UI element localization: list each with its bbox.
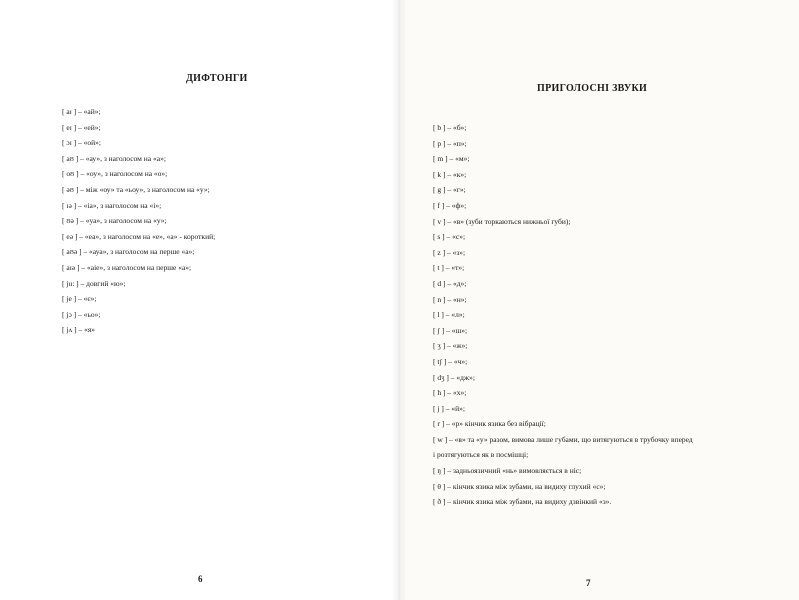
- diphthong-line: [ oʊ ] – «оу», з наголосом на «о»;: [62, 169, 168, 179]
- right-page-number: 7: [586, 578, 591, 588]
- diphthong-line: [ aʊə ] – «ауа», з наголосом на перше «а»;: [62, 247, 195, 257]
- diphthong-line: [ eə ] – «еа», з наголосом на «е», «а» - короткий;: [62, 231, 216, 241]
- consonant-line: [ tʃ ] – «ч»;: [433, 356, 468, 366]
- diphthong-line: [ je ] – «є»;: [62, 294, 97, 304]
- diphthong-line: [ ɔɪ ] – «ой»;: [62, 138, 102, 148]
- left-page: [0, 0, 399, 600]
- diphthong-line: [ aʊ ] – «ау», з наголосом на «а»;: [62, 153, 166, 163]
- consonant-line: [ k ] – «к»;: [433, 169, 467, 179]
- consonant-line: [ s ] – «с»;: [433, 232, 466, 242]
- consonant-line: [ t ] – «т»;: [433, 263, 465, 273]
- consonant-line: [ ʒ ] – «ж»;: [433, 341, 468, 351]
- right-page-title: ПРИГОЛОСНІ ЗВУКИ: [537, 83, 648, 94]
- consonant-line: [ r ] – «р» кінчик язика без вібрації;: [433, 419, 546, 429]
- diphthong-list: [62, 104, 215, 338]
- consonant-line: [ z ] – «з»;: [433, 247, 466, 257]
- diphthong-line: [ jʌ ] – «я»: [62, 325, 96, 335]
- consonant-line-continued: і розтягуються як в посмішці;: [433, 450, 529, 460]
- diphthong-line: [ aɪ ] – «ай»;: [62, 107, 101, 116]
- consonant-line: [ d ] – «д»;: [433, 278, 467, 288]
- diphthong-line: [ ɪə ] – «іа», з наголосом на «і»;: [62, 200, 162, 210]
- consonant-line: [ g ] – «г»;: [433, 185, 466, 195]
- consonant-line: [ v ] – «в» (зуби торкаються нижньої губи);: [433, 216, 571, 226]
- consonant-line: [ j ] – «й»;: [433, 403, 465, 413]
- consonant-line: [ h ] – «х»;: [433, 388, 467, 398]
- consonant-line: [ w ] – «в» та «у» разом, вимова лише губами, що витягуються в трубочку вперед: [433, 434, 693, 444]
- consonant-list: [433, 120, 693, 510]
- right-page: [399, 0, 799, 600]
- consonant-line: [ f ] – «ф»;: [433, 200, 467, 210]
- left-page-number: 6: [198, 574, 203, 584]
- diphthong-line: [ jɔ ] – «ьо»;: [62, 309, 101, 319]
- book-gutter: [392, 0, 406, 600]
- left-page-title: ДИФТОНГИ: [186, 73, 248, 84]
- diphthong-line: [ əʊ ] – між «оу» та «ьоу», з наголосом на «у»;: [62, 184, 210, 194]
- consonant-line: [ dʒ ] – «дж»;: [433, 372, 475, 382]
- consonant-line: [ ŋ ] – задньоязичний «нь» вимовляється в ніс;: [433, 466, 582, 476]
- diphthong-line: [ aɪə ] – «аіе», з наголосом на перше «а»;: [62, 262, 192, 272]
- diphthong-line: [ ju: ] – довгий «ю»;: [62, 278, 126, 288]
- consonant-line: [ l ] – «л»;: [433, 310, 465, 320]
- consonant-line: [ b ] – «б»;: [433, 123, 467, 132]
- diphthong-line: [ eɪ ] – «ей»;: [62, 122, 101, 132]
- consonant-line: [ ʃ ] – «ш»;: [433, 325, 468, 335]
- consonant-line: [ p ] – «п»;: [433, 138, 467, 148]
- consonant-line: [ n ] – «н»;: [433, 294, 467, 304]
- diphthong-line: [ ʊə ] – «уа», з наголосом на «у»;: [62, 216, 167, 226]
- consonant-line: [ ð ] – кінчик язика між зубами, на видиху дзвінкий «з».: [433, 497, 612, 507]
- consonant-line: [ θ ] – кінчик язика між зубами, на видиху глухий «с»;: [433, 481, 606, 491]
- consonant-line: [ m ] – «м»;: [433, 154, 470, 164]
